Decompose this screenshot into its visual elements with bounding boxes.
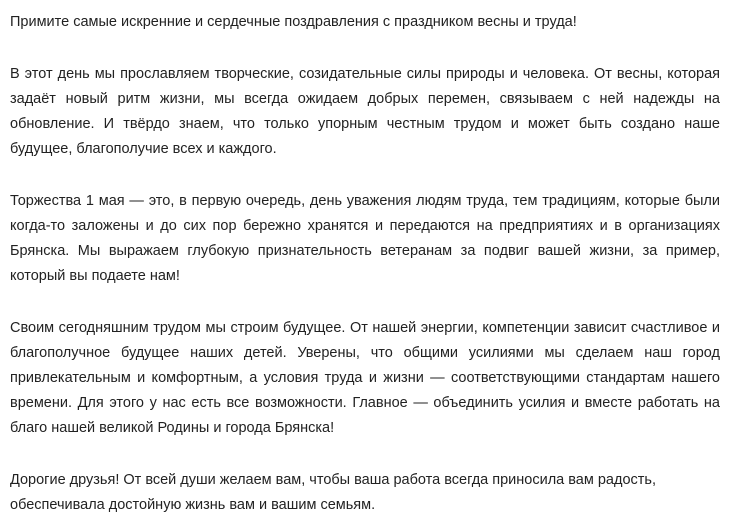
paragraph-wishes: Дорогие друзья! От всей души желаем вам, чтобы ваша работа всегда приносила вам радость, обеспечивала достойную жизнь вам и вашим семьям. bbox=[10, 472, 656, 513]
paragraph-future: Своим сегодняшним трудом мы строим будущее. От нашей энергии, компетенции зависит счастливое и благополучное будущее наших детей. Уверены, что общими усилиями мы сделаем наш город привлекательным и комфортным, а условия труда и жизни — соответствующими стандартам нашего времени. Для этого у нас есть все возможности. Главное — объединить усилия и вместе работать на благо нашей великой Родины и города Брянска! bbox=[10, 320, 720, 436]
greeting-text-body bbox=[10, 10, 720, 518]
paragraph-greeting: Примите самые искренние и сердечные поздравления с праздником весны и труда! bbox=[10, 14, 577, 30]
paragraph-spring: В этот день мы прославляем творческие, созидательные силы природы и человека. От весны, которая задаёт новый ритм жизни, мы всегда ожидаем добрых перемен, связываем с ней надежды на обновление. И твёрдо знаем, что только упорным честным трудом и может быть создано наше будущее, благополучие всех и каждого. bbox=[10, 66, 720, 157]
paragraph-may-day: Торжества 1 мая — это, в первую очередь, день уважения людям труда, тем традициям, которые были когда-то заложены и до сих пор бережно хранятся и передаются на предприятиях и в организациях Брянска. Мы выражаем глубокую признательность ветеранам за подвиг вашей жизни, за пример, который вы подаете нам! bbox=[10, 193, 720, 284]
